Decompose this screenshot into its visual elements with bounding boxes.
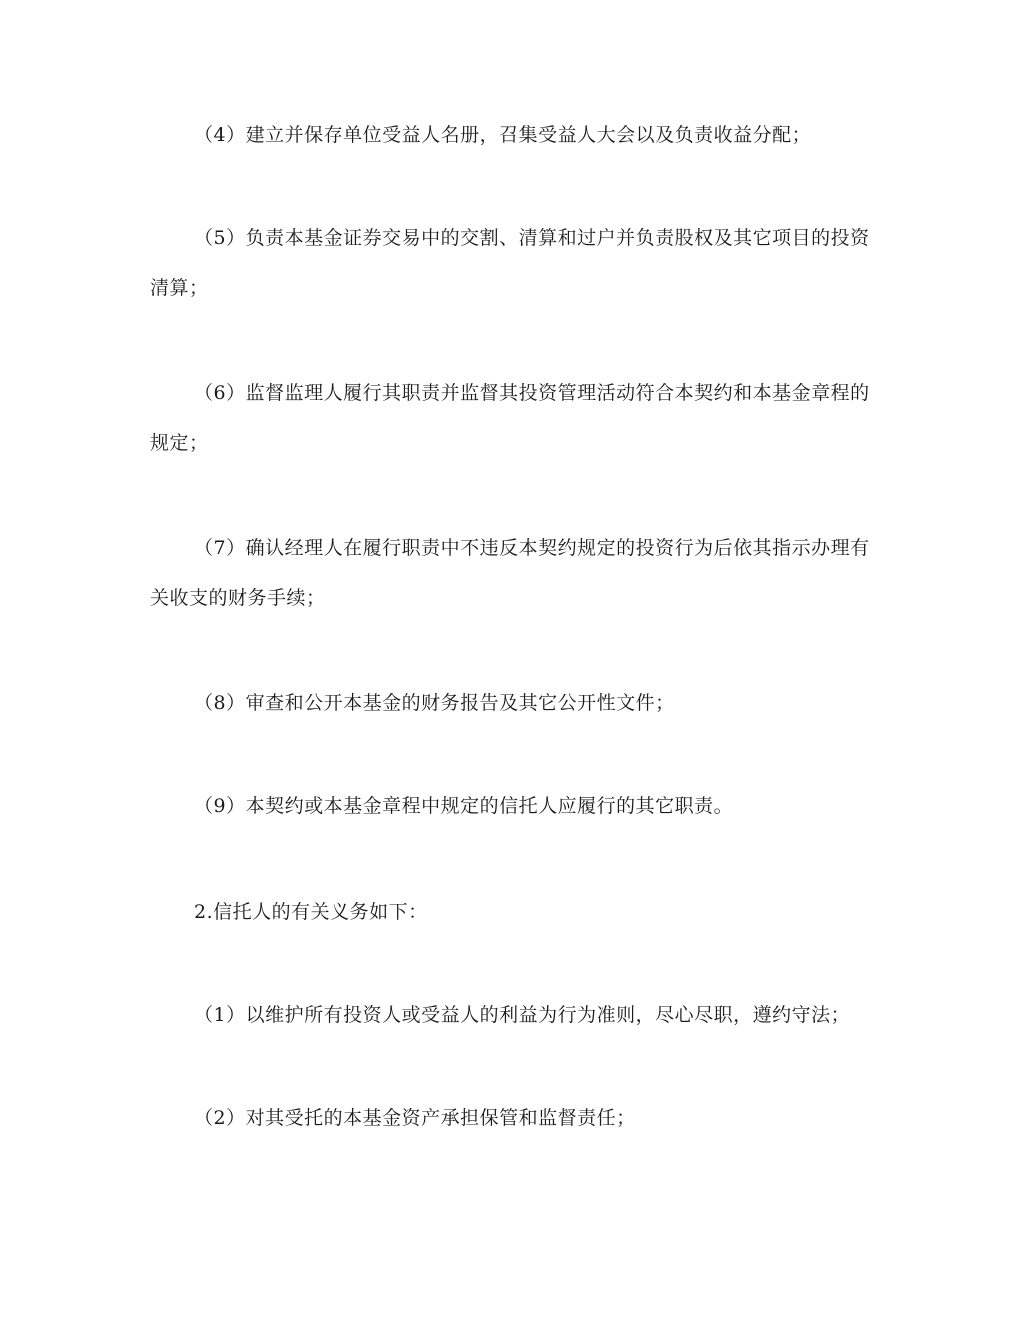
section-heading-obligations: 2.信托人的有关义务如下：	[194, 901, 428, 923]
obligation-item-1: （1）以维护所有投资人或受益人的利益为行为准则，尽心尽职，遵约守法；	[194, 1004, 851, 1026]
duty-item-5: （5）负责本基金证券交易中的交割、清算和过户并负责股权及其它项目的投资清算；	[150, 227, 870, 299]
duty-item-9: （9）本契约或本基金章程中规定的信托人应履行的其它职责。	[194, 795, 734, 817]
obligation-item-2: （2）对其受托的本基金资产承担保管和监督责任；	[194, 1107, 636, 1129]
duty-item-6: （6）监督监理人履行其职责并监督其投资管理活动符合本契约和本基金章程的规定；	[150, 382, 870, 454]
duty-item-4: （4）建立并保存单位受益人名册，召集受益人大会以及负责收益分配；	[194, 124, 812, 146]
duty-item-8: （8）审查和公开本基金的财务报告及其它公开性文件；	[194, 692, 675, 714]
duty-item-7: （7）确认经理人在履行职责中不违反本契约规定的投资行为后依其指示办理有关收支的财务手续；	[150, 537, 870, 609]
